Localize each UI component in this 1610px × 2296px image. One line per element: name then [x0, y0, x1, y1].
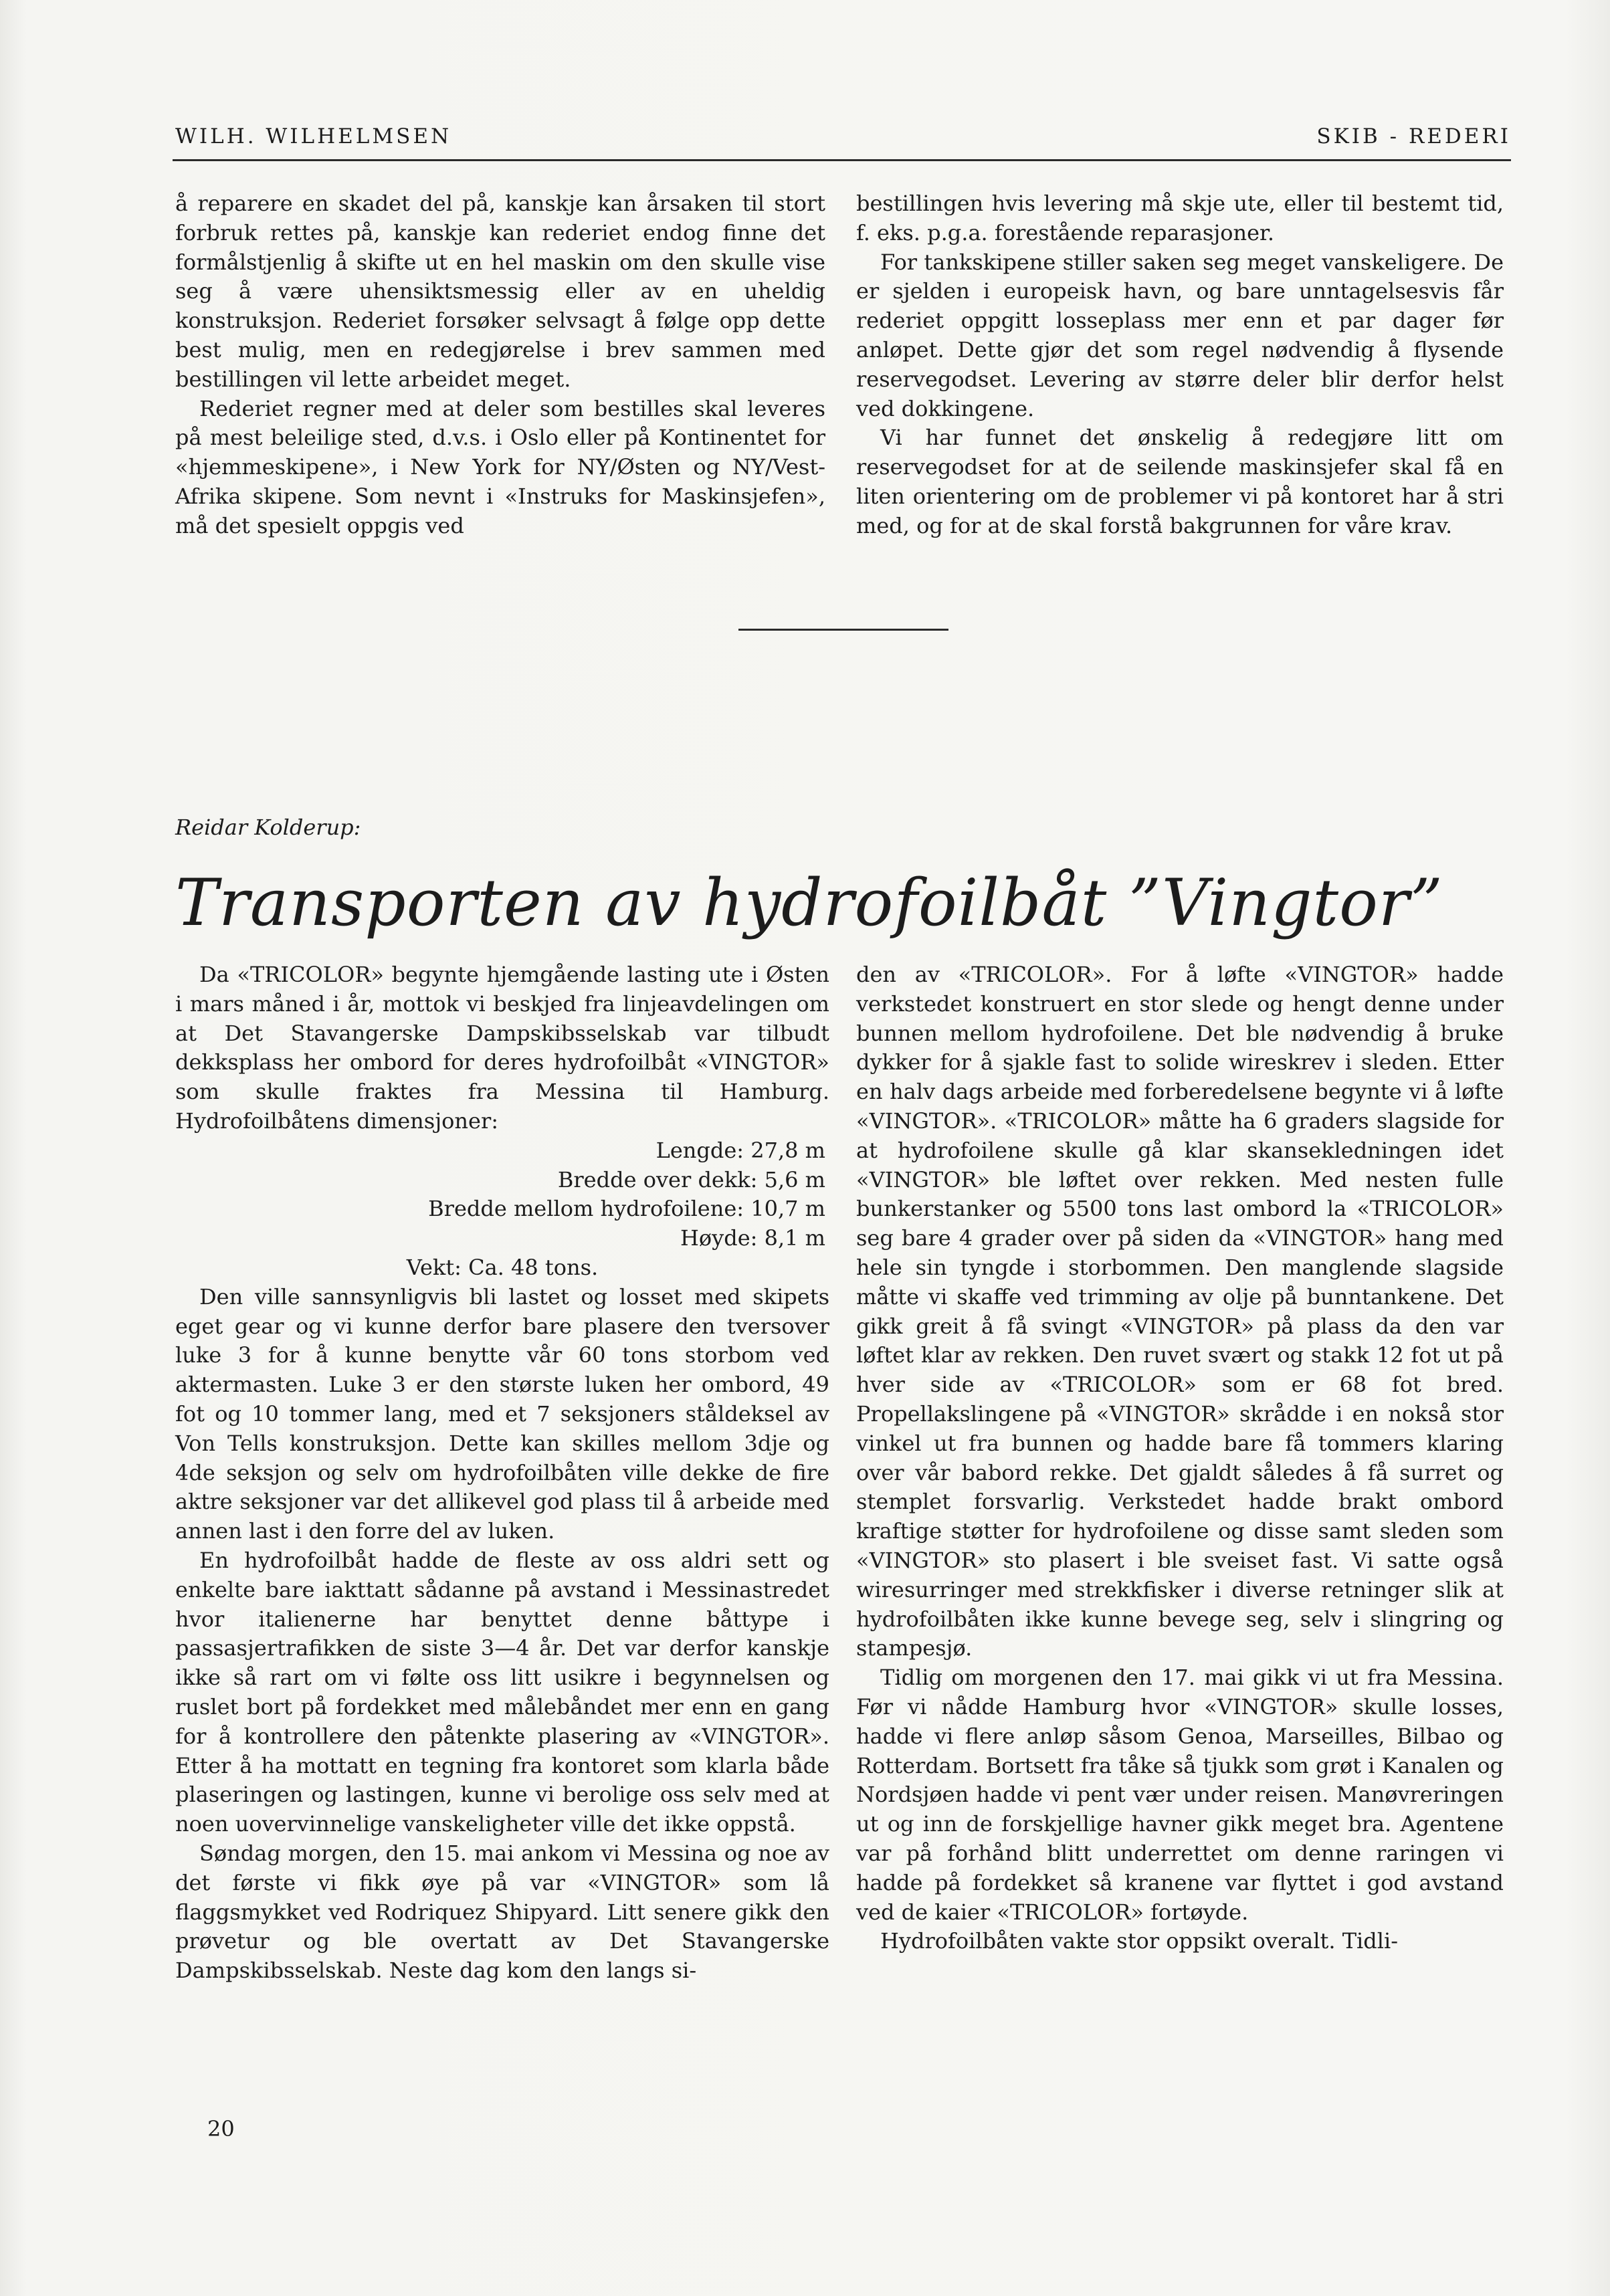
top-right-column	[856, 189, 1504, 541]
paragraph: Rederiet regner med at deler som bestilles skal leveres på mest beleilige sted, d.v.s. i Oslo eller på Kontinentet for «hjemmeskipene», i New York for NY/Østen og NY/Vest-Afrika skipene. Som nevnt i «Instruks for Maskinsjefen», må det spesielt oppgis ved	[175, 395, 825, 538]
paragraph: Da «TRICOLOR» begynte hjemgående lasting ute i Østen i mars måned i år, mottok vi beskjed fra linjeavdelingen om at Det Stavangerske Dampskibsselskab var tilbudt dekksplass her ombord for deres hydrofoilbåt «VINGTOR» som skulle fraktes fra Messina til Hamburg. Hydrofoilbåtens dimensjoner:	[175, 962, 829, 1134]
article-title: Transporten av hydrofoilbåt ”Vingtor”	[175, 865, 1443, 940]
paragraph: Søndag morgen, den 15. mai ankom vi Messina og noe av det første vi fikk øye på var «VINGTOR» som lå flaggsmykket ved Rodriquez Shipyard. Litt senere gikk den prøvetur og ble overtatt av Det Stavangerske Dampskibsselskab. Neste dag kom den langs si-	[175, 1840, 829, 1984]
page-number: 20	[207, 2116, 235, 2142]
article-author: Reidar Kolderup:	[175, 815, 361, 840]
paragraph: For tankskipene stiller saken seg meget vanskeligere. De er sjelden i europeisk havn, og bare unntagelsesvis får rederiet oppgitt losseplass mer enn et par dager før anløpet. Dette gjør det som regel nødvendig å flysende reservegodset. Levering av større deler blir derfor helst ved dokkingene.	[856, 249, 1504, 421]
top-left-column	[175, 189, 825, 541]
section-divider	[738, 629, 948, 631]
dimension-height: Høyde: 8,1 m	[680, 1225, 825, 1251]
dimension-weight: Vekt: Ca. 48 tons.	[406, 1254, 599, 1280]
dimension-width-deck: Bredde over dekk: 5,6 m	[557, 1166, 825, 1192]
header-publication: WILH. WILHELMSEN	[175, 124, 452, 148]
paragraph: En hydrofoilbåt hadde de fleste av oss aldri sett og enkelte bare iakttatt sådanne på avstand i Messinastredet hvor italienerne har benyttet denne båttype i passasjertrafikken de siste 3—4 år. Det var derfor kanskje ikke så rart om vi følte oss litt usikre i begynnelsen og ruslet bort på fordekket med målebåndet mer enn en gang for å kontrollere den påtenkte plasering av «VINGTOR». Etter å ha mottatt en tegning fra kontoret som klarla både plaseringen og lastingen, kunne vi berolige oss selv med at noen uovervinnelige vanskeligheter ville det ikke oppstå.	[175, 1547, 829, 1837]
article-right-column	[856, 960, 1504, 1956]
paragraph: Den ville sannsynligvis bli lastet og losset med skipets eget gear og vi kunne derfor bare plasere den tversover luke 3 for å kunne benytte vår 60 tons storbom ved aktermasten. Luke 3 er den største luken her ombord, 49 fot og 10 tommer lang, med et 7 seksjoners ståldeksel av Von Tells konstruksjon. Dette kan skilles mellom 3dje og 4de seksjon og selv om hydrofoilbåten ville dekke de fire aktre seksjoner var det allikevel god plass til å arbeide med annen last i den forre del av luken.	[175, 1283, 829, 1544]
paragraph: Hydrofoilbåten vakte stor oppsikt overalt. Tidli-	[880, 1928, 1399, 1954]
paragraph: bestillingen hvis levering må skje ute, eller til bestemt tid, f. eks. p.g.a. forestående reparasjoner.	[856, 191, 1504, 245]
paragraph: Tidlig om morgenen den 17. mai gikk vi ut fra Messina. Før vi nådde Hamburg hvor «VINGTOR» skulle losses, hadde vi flere anløp såsom Genoa, Marseilles, Bilbao og Rotterdam. Bortsett fra tåke så tjukk som grøt i Kanalen og Nordsjøen hadde vi pent vær under reisen. Manøvreringen ut og inn de forskjellige havner gikk meget bra. Agentene var på forhånd blitt underrettet om denne raringen vi hadde på fordekket så kranene var flyttet i god avstand ved de kaier «TRICOLOR» fortøyde.	[856, 1665, 1504, 1925]
paragraph: den av «TRICOLOR». For å løfte «VINGTOR» hadde verkstedet konstruert en stor slede og hengt denne under bunnen mellom hydrofoilene. Det ble nødvendig å bruke dykker for å sjakle fast to solide wireskrev i sleden. Etter en halv dags arbeide med forberedelsene begynte vi å løfte «VINGTOR». «TRICOLOR» måtte ha 6 graders slagside for at hydrofoilene skulle gå klar skansekledningen idet «VINGTOR» ble løftet over rekken. Med nesten fulle bunkerstanker og 5500 tons last ombord la «TRICOLOR» seg bare 4 grader over på siden da «VINGTOR» hang med hele sin tyngde i storbommen. Den manglende slagside måtte vi skaffe ved trimming av olje på bunntankene. Det gikk greit å få svingt «VINGTOR» på plass da den var løftet klar av rekken. Den ruvet svært og stakk 12 fot ut på hver side av «TRICOLOR» som er 68 fot bred. Propellakslingene på «VINGTOR» skrådde i en nokså stor vinkel ut fra bunnen og hadde bare få tommers klaring over vår babord rekke. Det gjaldt således å få surret og stemplet forsvarlig. Verkstedet hadde brakt ombord kraftige støtter for hydrofoilene og disse samt sleden som «VINGTOR» sto plasert i ble sveiset fast. Vi satte også wiresurringer med strekkfisker i diverse retninger slik at hydrofoilbåten ikke kunne bevege seg, selv i slingring og stampesjø.	[856, 962, 1504, 1661]
dimension-length: Lengde: 27,8 m	[656, 1137, 825, 1163]
article-left-column	[175, 960, 829, 1986]
dimensions-list	[175, 1136, 829, 1283]
paragraph: å reparere en skadet del på, kanskje kan årsaken til stort forbruk rettes på, kanskje kan rederiet endog finne det formålstjenlig å skifte ut en hel maskin om den skulle vise seg å være uhensiktsmessig eller av en uheldig konstruksjon. Rederiet forsøker selvsagt å følge opp dette best mulig, men en redegjørelse i brev sammen med bestillingen vil lette arbeidet meget.	[175, 191, 825, 392]
dimension-width-foils: Bredde mellom hydrofoilene: 10,7 m	[428, 1196, 825, 1222]
header-section: SKIB - REDERI	[1316, 124, 1511, 148]
header-rule	[173, 159, 1511, 161]
paragraph: Vi har funnet det ønskelig å redegjøre litt om reservegodset for at de seilende maskinsjefer skal få en liten orientering om de problemer vi på kontoret har å stri med, og for at de skal forstå bakgrunnen for våre krav.	[856, 425, 1504, 538]
